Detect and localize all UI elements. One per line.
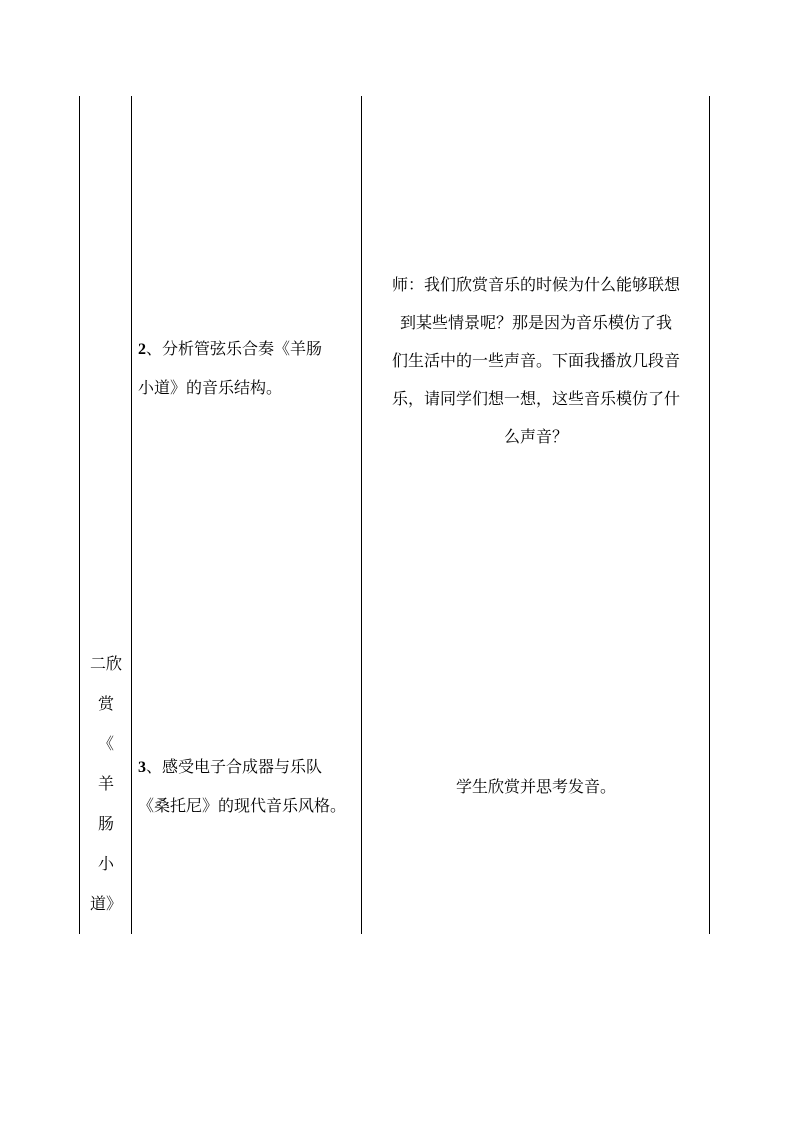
activity-line: 们生活中的一些声音。下面我播放几段音	[391, 351, 680, 370]
activity-line: 乐，请同学们想一想，这些音乐模仿了什	[391, 389, 680, 408]
step-number: 3	[138, 759, 146, 776]
table-border-left	[79, 96, 80, 934]
section-label-line: 《	[97, 734, 114, 753]
step-3-line-1	[138, 748, 362, 787]
step-2-content	[138, 330, 358, 407]
step-number: 2	[138, 341, 146, 358]
section-label-line: 小	[97, 854, 114, 873]
step-text: 、感受电子合成器与乐队	[146, 757, 323, 776]
table-border-right	[709, 96, 710, 934]
section-label-line: 二欣	[89, 654, 122, 673]
section-label	[84, 644, 128, 924]
step-2-line-2: 小道》的音乐结构。	[138, 378, 283, 397]
activity-line: 学生欣赏并思考发音。	[455, 777, 616, 796]
section-label-line: 道》	[89, 894, 122, 913]
step-2-line-1	[138, 330, 358, 369]
section-label-line: 赏	[97, 694, 114, 713]
activity-line: 师：我们欣赏音乐的时候为什么能够联想	[391, 275, 680, 294]
student-activity	[364, 768, 708, 806]
teacher-activity	[364, 266, 708, 456]
step-3-content	[138, 748, 362, 825]
step-text: 、分析管弦乐合奏《羊肠	[146, 339, 323, 358]
activity-line: 么声音？	[503, 427, 568, 446]
activity-line: 到某些情景呢？那是因为音乐模仿了我	[399, 313, 672, 332]
section-label-line: 肠	[97, 814, 114, 833]
step-3-line-2: 《桑托尼》的现代音乐风格。	[138, 796, 347, 815]
table-border-col1	[131, 96, 132, 934]
section-label-line: 羊	[97, 774, 114, 793]
